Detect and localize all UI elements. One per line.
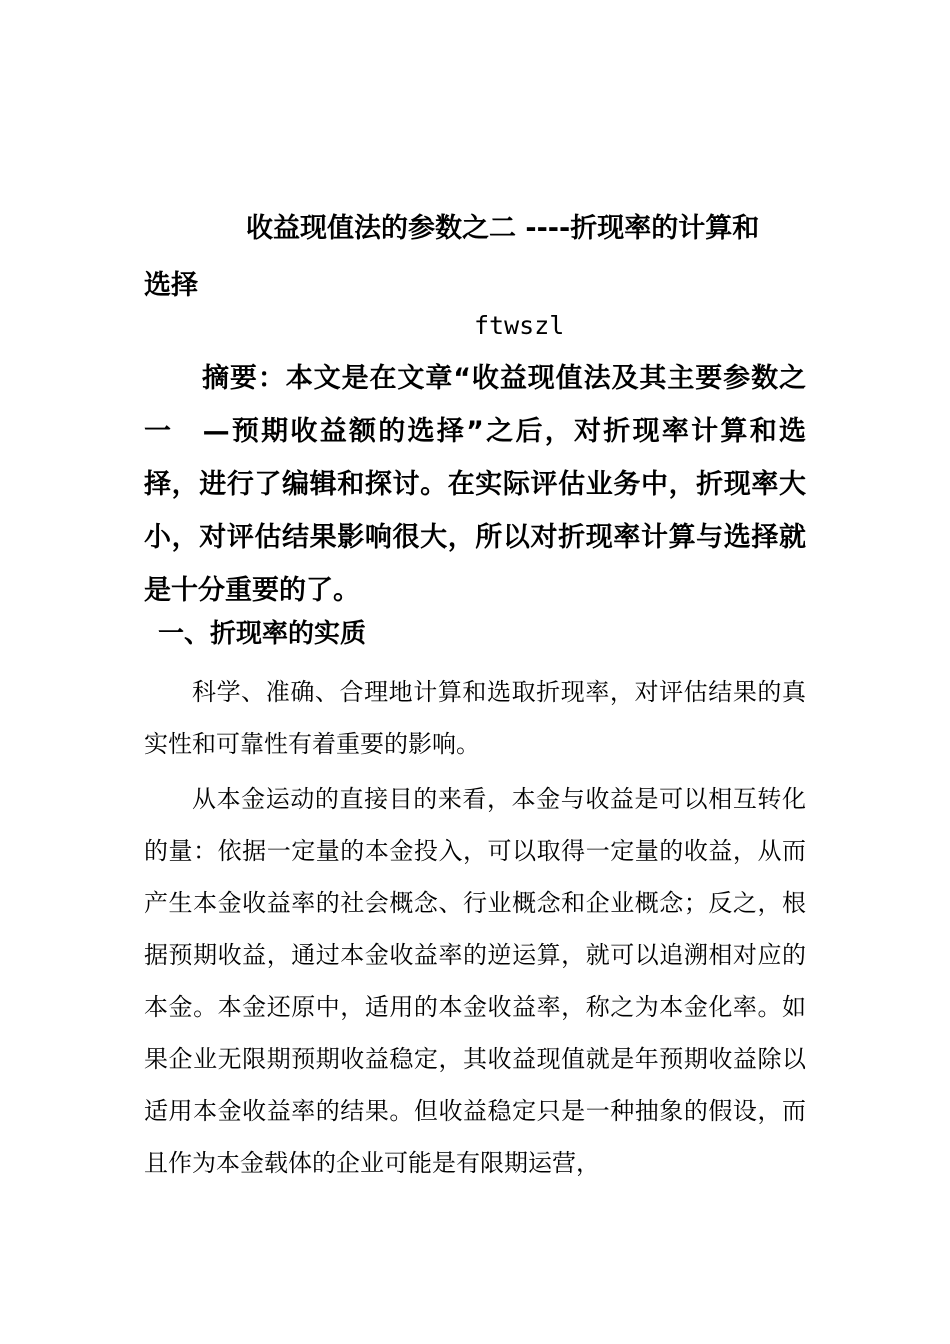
body-paragraph: 从本金运动的直接目的来看，本金与收益是可以相互转化的量：依据一定量的本金投入，可以取得一定量的收益，从而产生本金收益率的社会概念、行业概念和企业概念；反之，根据预期收益，通过本金收益率的逆运算，就可以追溯相对应的本金。本金还原中，适用的本金收益率，称之为本金化率。如果企业无限期预期收益稳定，其收益现值就是年预期收益除以适用本金收益率的结果。但收益稳定只是一种抽象的假设，而且作为本金载体的企业可能是有限期运营， — [144, 785, 806, 1177]
title-line-2: 选择 — [144, 270, 198, 301]
document-title — [144, 200, 814, 314]
title-line-1: 收益现值法的参数之二 ----折现率的计算和 — [246, 213, 760, 244]
body-paragraph: 科学、准确、合理地计算和选取折现率，对评估结果的真实性和可靠性有着重要的影响。 — [144, 678, 806, 758]
section-heading: 一、折现率的实质 — [158, 619, 367, 649]
author-name: ftwszl — [474, 311, 565, 340]
abstract-paragraph: 摘要：本文是在文章“收益现值法及其主要参数之一 —预期收益额的选择”之后，对折现率计算和选择，进行了编辑和探讨。在实际评估业务中，折现率大小，对评估结果影响很大，所以对折现率计算与选择就是十分重要的了。 — [144, 363, 806, 606]
